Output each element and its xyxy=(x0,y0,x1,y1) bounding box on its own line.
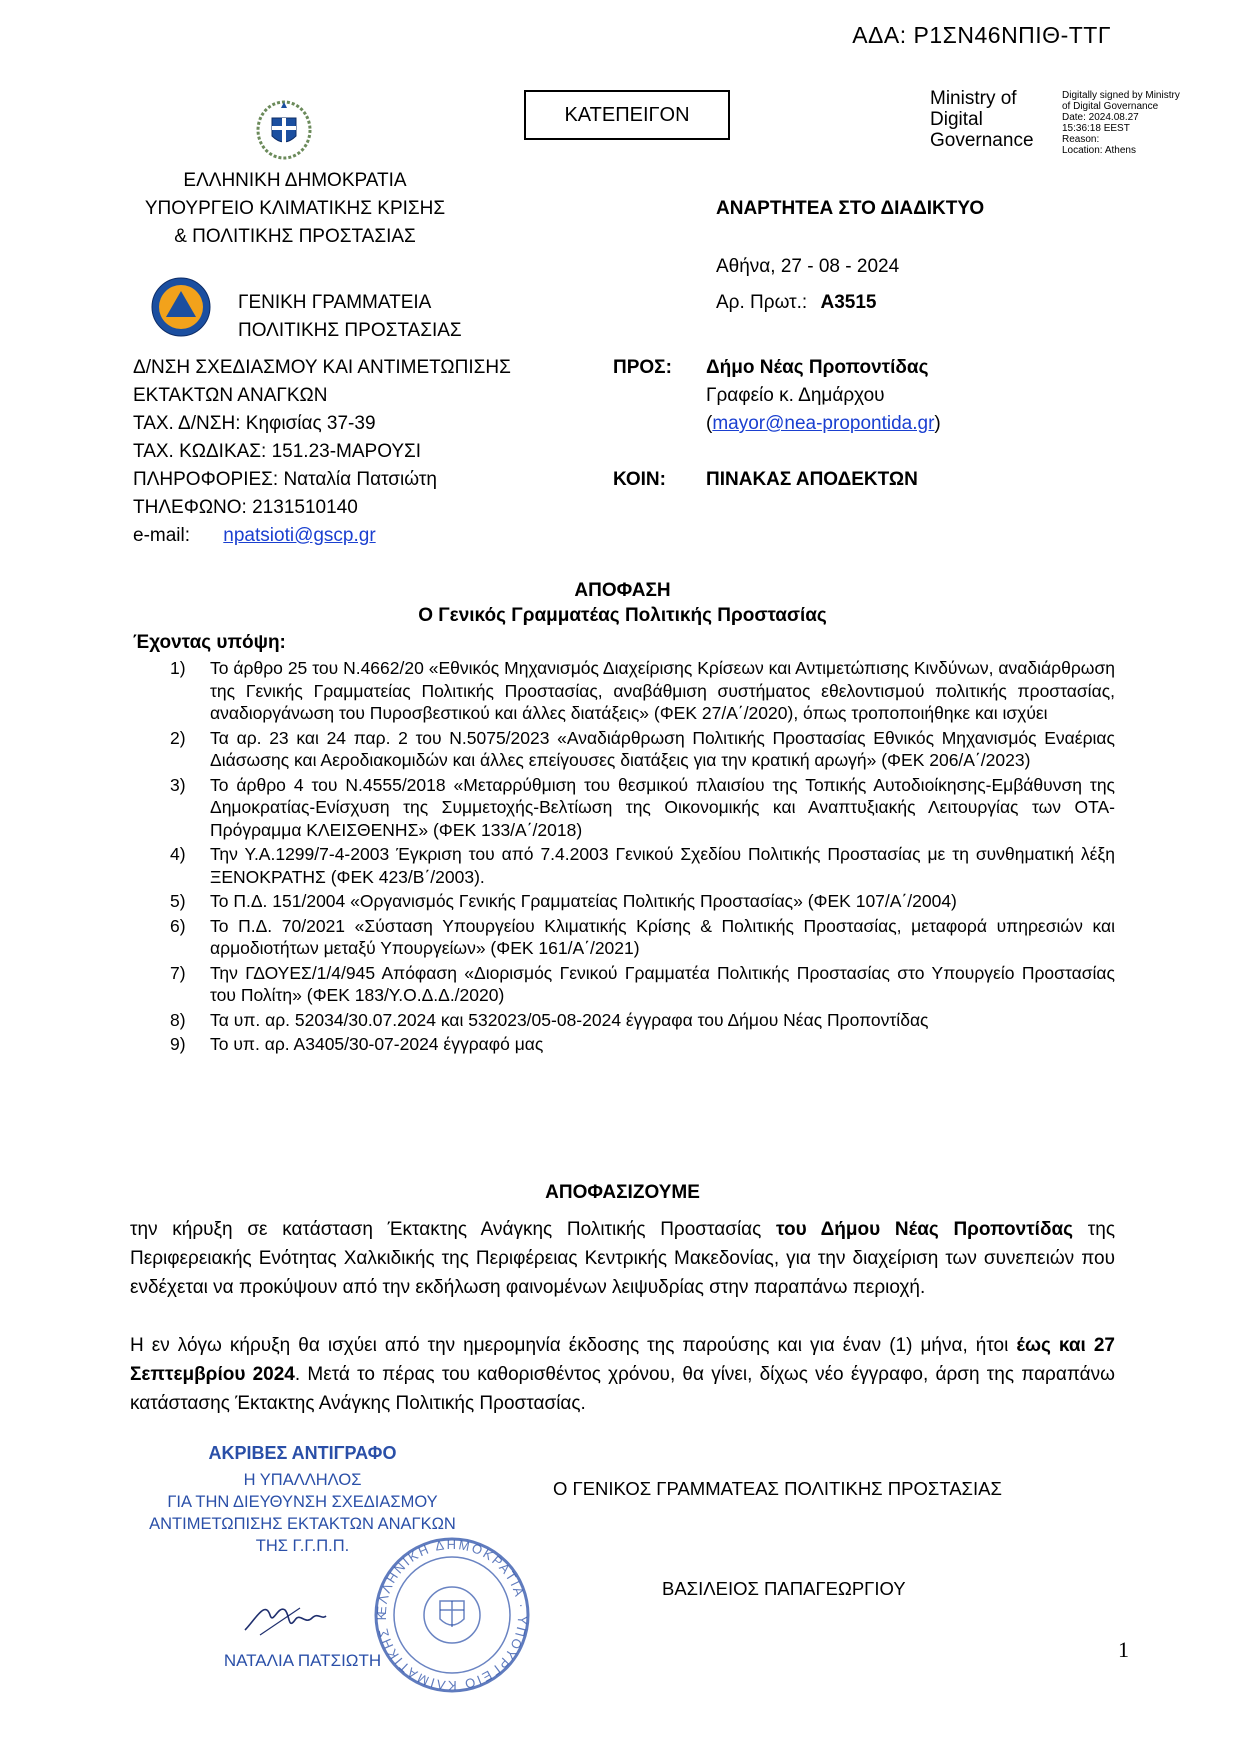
decision-paragraph-1 xyxy=(130,1215,1115,1302)
protocol-line xyxy=(716,290,876,315)
page-number: 1 xyxy=(1118,1637,1129,1662)
list-item xyxy=(170,727,1115,772)
ref-text: Την ΓΔΟΥΕΣ/1/4/945 Απόφαση «Διορισμός Γενικού Γραμματέα Πολιτικής Προστασίας στο Υπουργείο Προστασίας του Πολίτη» (ΦΕΚ 183/Υ.Ο.Δ.Δ./2020) xyxy=(210,962,1115,1005)
handwritten-signature xyxy=(240,1590,330,1645)
p1-pre: την κήρυξη σε κατάσταση Έκτακτης Ανάγκης Πολιτικής Προστασίας xyxy=(130,1219,777,1240)
list-item xyxy=(170,915,1115,960)
ref-text: Το Π.Δ. 151/2004 «Οργανισμός Γενικής Γραμματείας Πολιτικής Προστασίας» (ΦΕΚ 107/Α΄/2004) xyxy=(210,891,957,911)
ada-code: ΑΔΑ: Ρ1ΣΝ46ΝΠΙΘ-ΤΤΓ xyxy=(852,22,1111,48)
to-email-open: ( xyxy=(706,413,713,434)
ref-number: 9) xyxy=(170,1034,186,1054)
protocol-value: Α3515 xyxy=(820,292,877,313)
to-label: ΠΡΟΣ: xyxy=(613,357,672,378)
date-line: Αθήνα, 27 - 08 - 2024 xyxy=(716,256,900,277)
list-item xyxy=(170,890,1115,913)
list-item xyxy=(170,843,1115,888)
publish-note: ΑΝΑΡΤΗΤΕΑ ΣΤΟ ΔΙΑΔΙΚΤΥΟ xyxy=(716,198,985,219)
dept-line5: ΠΛΗΡΟΦΟΡΙΕΣ: Ναταλία Πατσιώτη xyxy=(133,469,437,490)
dept-line1: Δ/ΝΣΗ ΣΧΕΔΙΑΣΜΟΥ ΚΑΙ ΑΝΤΙΜΕΤΩΠΙΣΗΣ xyxy=(133,357,511,378)
ref-text: Την Υ.Α.1299/7-4-2003 Έγκριση του από 7.4.2003 Γενικού Σχεδίου Πολιτικής Προστασίας με τη συνθηματική λέξη ΞΕΝΟΚΡΑΤΗΣ (ΦΕΚ 423/Β΄/2003). xyxy=(210,844,1115,887)
to-email-row xyxy=(706,411,941,439)
dept-email-row xyxy=(133,523,511,551)
ref-text: Το υπ. αρ. Α3405/30-07-2024 έγγραφό μας xyxy=(210,1034,544,1054)
mdg-line1: Ministry of xyxy=(930,88,1017,109)
mdg-line3: Governance xyxy=(930,130,1034,151)
p2-bold: έως και 27 Σεπτεμβρίου 2024 xyxy=(130,1335,1115,1385)
secretariat-line1: ΓΕΝΙΚΗ ΓΡΑΜΜΑΤΕΙΑ xyxy=(238,292,432,313)
email-link[interactable]: npatsioti@gscp.gr xyxy=(223,525,376,546)
cc-label: ΚΟΙΝ: xyxy=(613,469,666,490)
svg-text:ΕΛΛΗΝΙΚΗ ΔΗΜΟΚΡΑΤΙΑ · ΥΠΟΥΡΓΕΙ xyxy=(372,1535,530,1693)
copy-stamp-title: ΑΚΡΙΒΕΣ ΑΝΤΙΓΡΑΦΟ xyxy=(208,1443,397,1463)
p2-pre: Η εν λόγω κήρυξη θα ισχύει από την ημερομηνία έκδοσης της παρούσης και για έναν (1) μήνα, ήτοι xyxy=(130,1335,1017,1356)
copy-stamp-name: ΝΑΤΑΛΙΑ ΠΑΤΣΙΩΤΗ xyxy=(223,1651,382,1670)
decision-title: ΑΠΟΦΑΣΗ xyxy=(574,580,671,601)
urgent-label: ΚΑΤΕΠΕΙΓΟΝ xyxy=(524,90,730,140)
p1-post: της Περιφερειακής Ενότητας Χαλκιδικής της Περιφέρειας Κεντρικής Μακεδονίας, για την διαχείριση των συνεπειών που ενδέχεται να προκύψουν από την εκδήλωση φαινομένων λειψυδρίας στην παραπάνω περιοχή. xyxy=(130,1219,1115,1298)
signatory-title: Ο ΓΕΝΙΚΟΣ ΓΡΑΜΜΑΤΕΑΣ ΠΟΛΙΤΙΚΗΣ ΠΡΟΣΤΑΣΙΑΣ xyxy=(553,1478,1002,1499)
ref-number: 8) xyxy=(170,1009,186,1030)
ref-text: Το άρθρο 4 του Ν.4555/2018 «Μεταρρύθμιση του θεσμικού πλαισίου της Τοπικής Αυτοδιοίκησης-Εμβάθυνση της Δημοκρατίας-Ενίσχυση της Συμμετοχής-Βελτίωση της Οικονομικής και Αναπτυξιακής Λειτουργίας των ΟΤΑ-Πρόγραμμα ΚΛΕΙΣΘΕΝΗΣ» (ΦΕΚ 133/Α΄/2018) xyxy=(210,774,1115,840)
to-office: Γραφείο κ. Δημάρχου xyxy=(706,385,885,406)
sig-line: 15:36:18 EEST xyxy=(1062,123,1130,134)
department-block xyxy=(133,355,511,551)
list-item xyxy=(170,657,1115,725)
list-item xyxy=(170,774,1115,842)
seal-text: ΕΛΛΗΝΙΚΗ ΔΗΜΟΚΡΑΤΙΑ · ΥΠΟΥΡΓΕΙΟ ΚΛΙΜΑΤΙΚΗΣ Κ xyxy=(373,1536,531,1694)
digital-governance-block xyxy=(930,88,1034,151)
ref-text: Τα αρ. 23 και 24 παρ. 2 του Ν.5075/2023 «Αναδιάρθρωση Πολιτικής Προστασίας Εθνικός Μηχανισμός Εναέριας Διάσωσης και Αεροδιακομιδών και άλλες επείγουσες διατάξεις για την κρατική αρωγή» (ΦΕΚ 206/Α΄/2023) xyxy=(210,727,1115,770)
list-item xyxy=(170,1033,1115,1056)
digital-signature-meta xyxy=(1062,90,1232,156)
ref-number: 2) xyxy=(170,727,186,748)
ref-number: 3) xyxy=(170,774,186,795)
p1-bold: του Δήμου Νέας Προποντίδας xyxy=(776,1219,1074,1240)
considering-label: Έχοντας υπόψη: xyxy=(133,632,286,653)
official-seal-icon xyxy=(372,1535,532,1695)
ref-number: 6) xyxy=(170,915,186,936)
secretariat-line2: ΠΟΛΙΤΙΚΗΣ ΠΡΟΣΤΑΣΙΑΣ xyxy=(238,320,462,341)
sig-line: Digitally signed by Ministry xyxy=(1062,90,1180,101)
issuer-line2: ΥΠΟΥΡΓΕΙΟ ΚΛΙΜΑΤΙΚΗΣ ΚΡΙΣΗΣ xyxy=(144,198,446,219)
decision-paragraph-2 xyxy=(130,1331,1115,1418)
civil-protection-logo-icon xyxy=(150,276,212,338)
decide-title: ΑΠΟΦΑΣΙΖΟΥΜΕ xyxy=(545,1182,700,1203)
ref-text: Το Π.Δ. 70/2021 «Σύσταση Υπουργείου Κλιματικής Κρίσης & Πολιτικής Προστασίας, μεταφορά υπηρεσιών και αρμοδιοτήτων μεταξύ Υπουργείων» (ΦΕΚ 161/Α΄/2021) xyxy=(210,915,1115,958)
copy-stamp-line1: Η ΥΠΑΛΛΗΛΟΣ xyxy=(243,1471,362,1489)
sig-line: Reason: xyxy=(1062,134,1100,145)
copy-stamp-line3: ΑΝΤΙΜΕΤΩΠΙΣΗΣ ΕΚΤΑΚΤΩΝ ΑΝΑΓΚΩΝ xyxy=(149,1515,456,1533)
signatory-name: ΒΑΣΙΛΕΙΟΣ ΠΑΠΑΓΕΩΡΓΙΟΥ xyxy=(662,1578,906,1599)
ref-number: 1) xyxy=(170,658,186,678)
to-email-close: ) xyxy=(934,413,941,434)
list-item xyxy=(170,962,1115,1007)
ref-number: 4) xyxy=(170,844,186,864)
sig-line: Date: 2024.08.27 xyxy=(1062,112,1139,123)
to-name: Δήμο Νέας Προποντίδας xyxy=(706,357,929,378)
secretariat-block xyxy=(238,290,462,343)
issuer-line1: ΕΛΛΗΝΙΚΗ ΔΗΜΟΚΡΑΤΙΑ xyxy=(183,170,407,191)
email-label: e-mail: xyxy=(133,525,191,546)
dept-line4: ΤΑΧ. ΚΩΔΙΚΑΣ: 151.23-ΜΑΡΟΥΣΙ xyxy=(133,441,422,462)
dept-line3: ΤΑΧ. Δ/ΝΣΗ: Κηφισίας 37-39 xyxy=(133,413,376,434)
issuer-header xyxy=(115,168,475,249)
decision-subtitle: Ο Γενικός Γραμματέας Πολιτικής Προστασίας xyxy=(418,605,827,626)
dept-line6: ΤΗΛΕΦΩΝΟ: 2131510140 xyxy=(133,497,358,518)
issuer-line3: & ΠΟΛΙΤΙΚΗΣ ΠΡΟΣΤΑΣΙΑΣ xyxy=(174,226,416,247)
sig-line: of Digital Governance xyxy=(1062,101,1159,112)
ref-text: Το άρθρο 25 του Ν.4662/20 «Εθνικός Μηχανισμός Διαχείρισης Κρίσεων και Αντιμετώπισης Κινδύνων, αναδιάρθρωση της Γενικής Γραμματείας Πολιτικής Προστασίας, αναβάθμιση συστήματος εθελοντισμού πολιτικής προστασίας, αναδιοργάνωση του Πυροσβεστικού και άλλες διατάξεις» (ΦΕΚ 27/Α΄/2020), όπως τροποποιήθηκε και ισχύει xyxy=(210,658,1115,723)
p2-post: . Μετά το πέρας του καθορισθέντος χρόνου, θα γίνει, δίχως νέο έγγραφο, άρση της παραπάνω κατάστασης Έκτακτης Ανάγκης Πολιτικής Προστασίας. xyxy=(130,1364,1115,1414)
greek-emblem-icon xyxy=(254,96,314,160)
dept-line2: ΕΚΤΑΚΤΩΝ ΑΝΑΓΚΩΝ xyxy=(133,385,328,406)
sig-line: Location: Athens xyxy=(1062,145,1136,156)
ref-number: 5) xyxy=(170,891,186,911)
ref-text: Τα υπ. αρ. 52034/30.07.2024 και 532023/05-08-2024 έγγραφα του Δήμου Νέας Προποντίδας xyxy=(210,1009,929,1030)
protocol-label: Αρ. Πρωτ.: xyxy=(716,292,808,313)
mdg-line2: Digital xyxy=(930,109,983,130)
to-block xyxy=(706,355,941,439)
list-item xyxy=(170,1009,1115,1032)
to-email-link[interactable]: mayor@nea-propontida.gr xyxy=(712,413,935,434)
copy-stamp-line2: ΓΙΑ ΤΗΝ ΔΙΕΥΘΥΝΣΗ ΣΧΕΔΙΑΣΜΟΥ xyxy=(167,1493,438,1511)
ref-number: 7) xyxy=(170,962,186,983)
copy-stamp-line4: ΤΗΣ Γ.Γ.Π.Π. xyxy=(255,1537,350,1555)
cc-value: ΠΙΝΑΚΑΣ ΑΠΟΔΕΚΤΩΝ xyxy=(706,469,918,490)
references-list xyxy=(170,657,1115,1058)
